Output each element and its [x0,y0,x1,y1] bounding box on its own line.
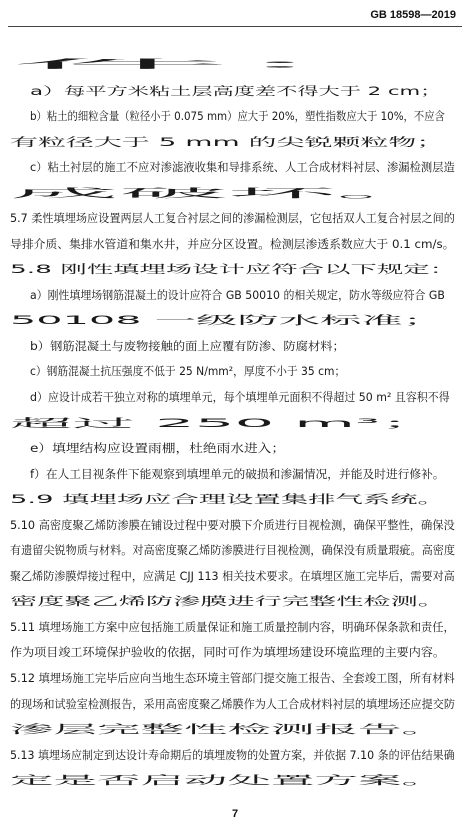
text-line: 5.10 高密度聚乙烯防渗膜在铺设过程中要对膜下介质进行目视检测，确保平整性，确保没 [10,518,455,532]
text-line: 5.7 柔性填埋场应设置两层人工复合衬层之间的渗漏检测层，它包括双人工复合衬层之间的 [10,211,455,225]
text-line: 成破坏。 [10,186,445,200]
text-line: e）填埋结构应设置雨棚，杜绝雨水进入； [30,441,286,455]
text-line: 有粒径大于 5 mm 的尖锐颗粒物； [10,135,445,149]
text-line: f）在人工目视条件下能观察到填埋单元的破损和渗漏情况，并能及时进行修补。 [30,467,445,481]
text-line: 5.11 填埋场施工方案中应包括施工质量保证和施工质量控制内容，明确环保条款和责任， [10,620,455,634]
text-line: 5.9 填埋场应合理设置集排气系统。 [10,492,445,506]
text-line: a）刚性填埋场钢筋混凝土的设计应符合 GB 50010 的相关规定，防水等级应符合 GB [30,288,445,302]
text-line: c）钢筋混凝土抗压强度不低于 25 N/mm²，厚度不小于 35 cm； [30,364,346,378]
text-line: b）粘土的细粒含量（粒径小于 0.075 mm）应大于 20%，塑性指数应大于 10%，不应含 [30,109,445,123]
text-line: 件： [10,57,448,71]
text-line: 超过 250 m³； [10,416,443,430]
text-line: 聚乙烯防渗膜焊接过程中，应满足 CJJ 113 相关技术要求。在填埋区施工完毕后，需要对高 [10,569,455,583]
text-line: 的现场和试验室检测报告，采用高密度聚乙烯膜作为人工合成材料衬层的填埋场还应提交防 [10,697,455,711]
text-line: 导排介质、集排水管道和集水井，并应分区设置。检测层渗透系数应大于 0.1 cm/s。 [10,237,455,251]
text-line: 5.8 刚性填埋场设计应符合以下规定： [10,262,457,276]
text-line: 5.13 填埋场应制定到达设计寿命期后的填埋废物的处置方案，并依据 7.10 条的评估结果确 [10,748,455,762]
header-rule [8,26,462,27]
text-line: 渗层完整性检测报告。 [10,722,445,736]
text-line: 密度聚乙烯防渗膜进行完整性检测。 [10,594,445,608]
text-line: a）每平方米粘土层高度差不得大于 2 cm； [30,84,442,98]
text-line: 5.12 填埋场施工完毕后应向当地生态环境主管部门提交施工报告、全套竣工图，所有材料 [10,671,455,685]
standard-code: GB 18598—2019 [370,9,456,21]
text-line: 作为项目竣工环境保护验收的依据，同时可作为填埋场建设环境监理的主要内容。 [10,645,445,659]
text-line: 有遗留尖锐物质与材料。对高密度聚乙烯防渗膜进行目视检测，确保没有质量瑕疵。高密度 [10,543,455,557]
text-line: c）粘土衬层的施工不应对渗滤液收集和导排系统、人工合成材料衬层、渗漏检测层造 [30,160,455,174]
page-number: 7 [231,808,239,820]
text-line: d）应设计成若干独立对称的填埋单元，每个填埋单元面积不得超过 50 m² 且容积不得 [30,390,450,404]
text-line: b）钢筋混凝土与废物接触的面上应覆有防渗、防腐材料； [30,339,345,353]
text-line: 50108 一级防水标准； [10,313,445,327]
text-line: 定是否启动处置方案。 [10,773,445,787]
